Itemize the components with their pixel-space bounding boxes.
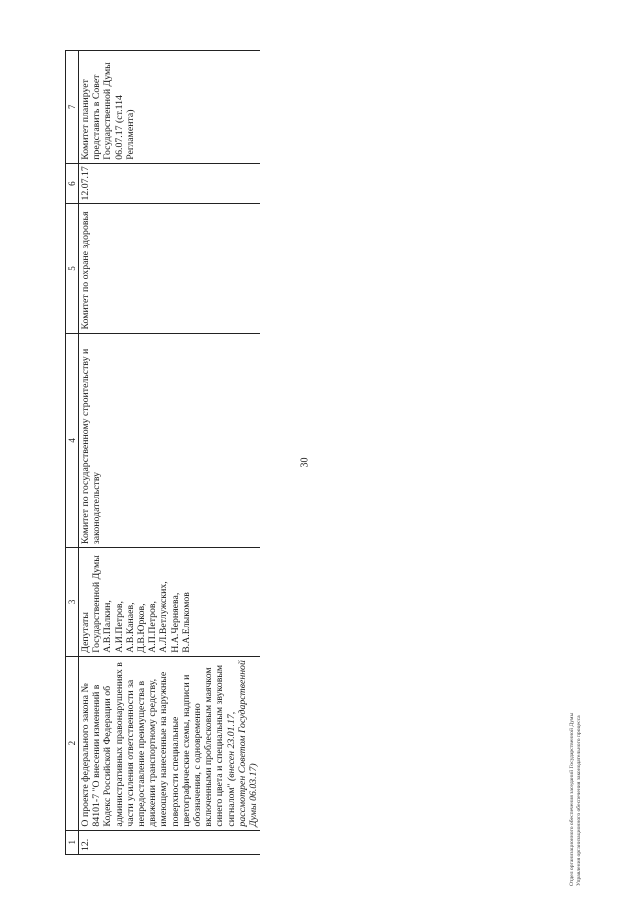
page-number: 30	[299, 457, 311, 468]
rotated-table-container	[65, 50, 610, 855]
table-row	[79, 51, 261, 855]
authors-cell: Депутаты Государственной Думы А.В.Палкин, А.И.Петров, А.В.Канаев, Д.В.Юрков, А.П.Петров, А.Л.Ветлужских, Н.А.Черняева, В.А.Елыкомов	[79, 548, 261, 657]
bill-note: (внесен 23.01.17, рассмотрен Советом Государственной Думы 06.03.17)	[225, 660, 260, 827]
responsible-committee-cell: Комитет по государственному строительству и законодательству	[79, 333, 261, 548]
bills-table	[65, 50, 260, 855]
footer-line-1: Отдел организационного обеспечения заседаний Государственной Думы	[569, 712, 575, 886]
header-col-2: 2	[66, 656, 79, 830]
header-col-5: 5	[66, 204, 79, 333]
table-header-row	[66, 51, 79, 855]
footer-line-2: Управления организационного обеспечения законодательного процесса	[576, 715, 582, 886]
bill-description-cell	[79, 656, 261, 830]
date-cell: 12.07.17	[79, 163, 261, 204]
bill-description: О проекте федерального закона № 84101-7 "О внесении изменений в Кодекс Российской Федерации об административных правонарушениях в части усиления ответственности за непредоставление преимущества в движении транспортному средству, имеющему нанесенные на наружные поверхности специальные цветографические схемы, надписи и обозначения, с одновременно включенными проблесковым маячком синего цвета и специальным звуковым сигналом"	[80, 662, 237, 827]
row-number: 12.	[79, 830, 261, 854]
header-col-6: 6	[66, 163, 79, 204]
header-col-7: 7	[66, 51, 79, 164]
header-col-3: 3	[66, 548, 79, 657]
footer	[569, 606, 595, 886]
header-col-4: 4	[66, 333, 79, 548]
header-col-1: 1	[66, 830, 79, 854]
co-committee-cell: Комитет по охране здоровья	[79, 204, 261, 333]
note-cell: Комитет планирует представить в Совет Государственной Думы 06.07.17 (ст.114 Регламента)	[79, 51, 261, 164]
